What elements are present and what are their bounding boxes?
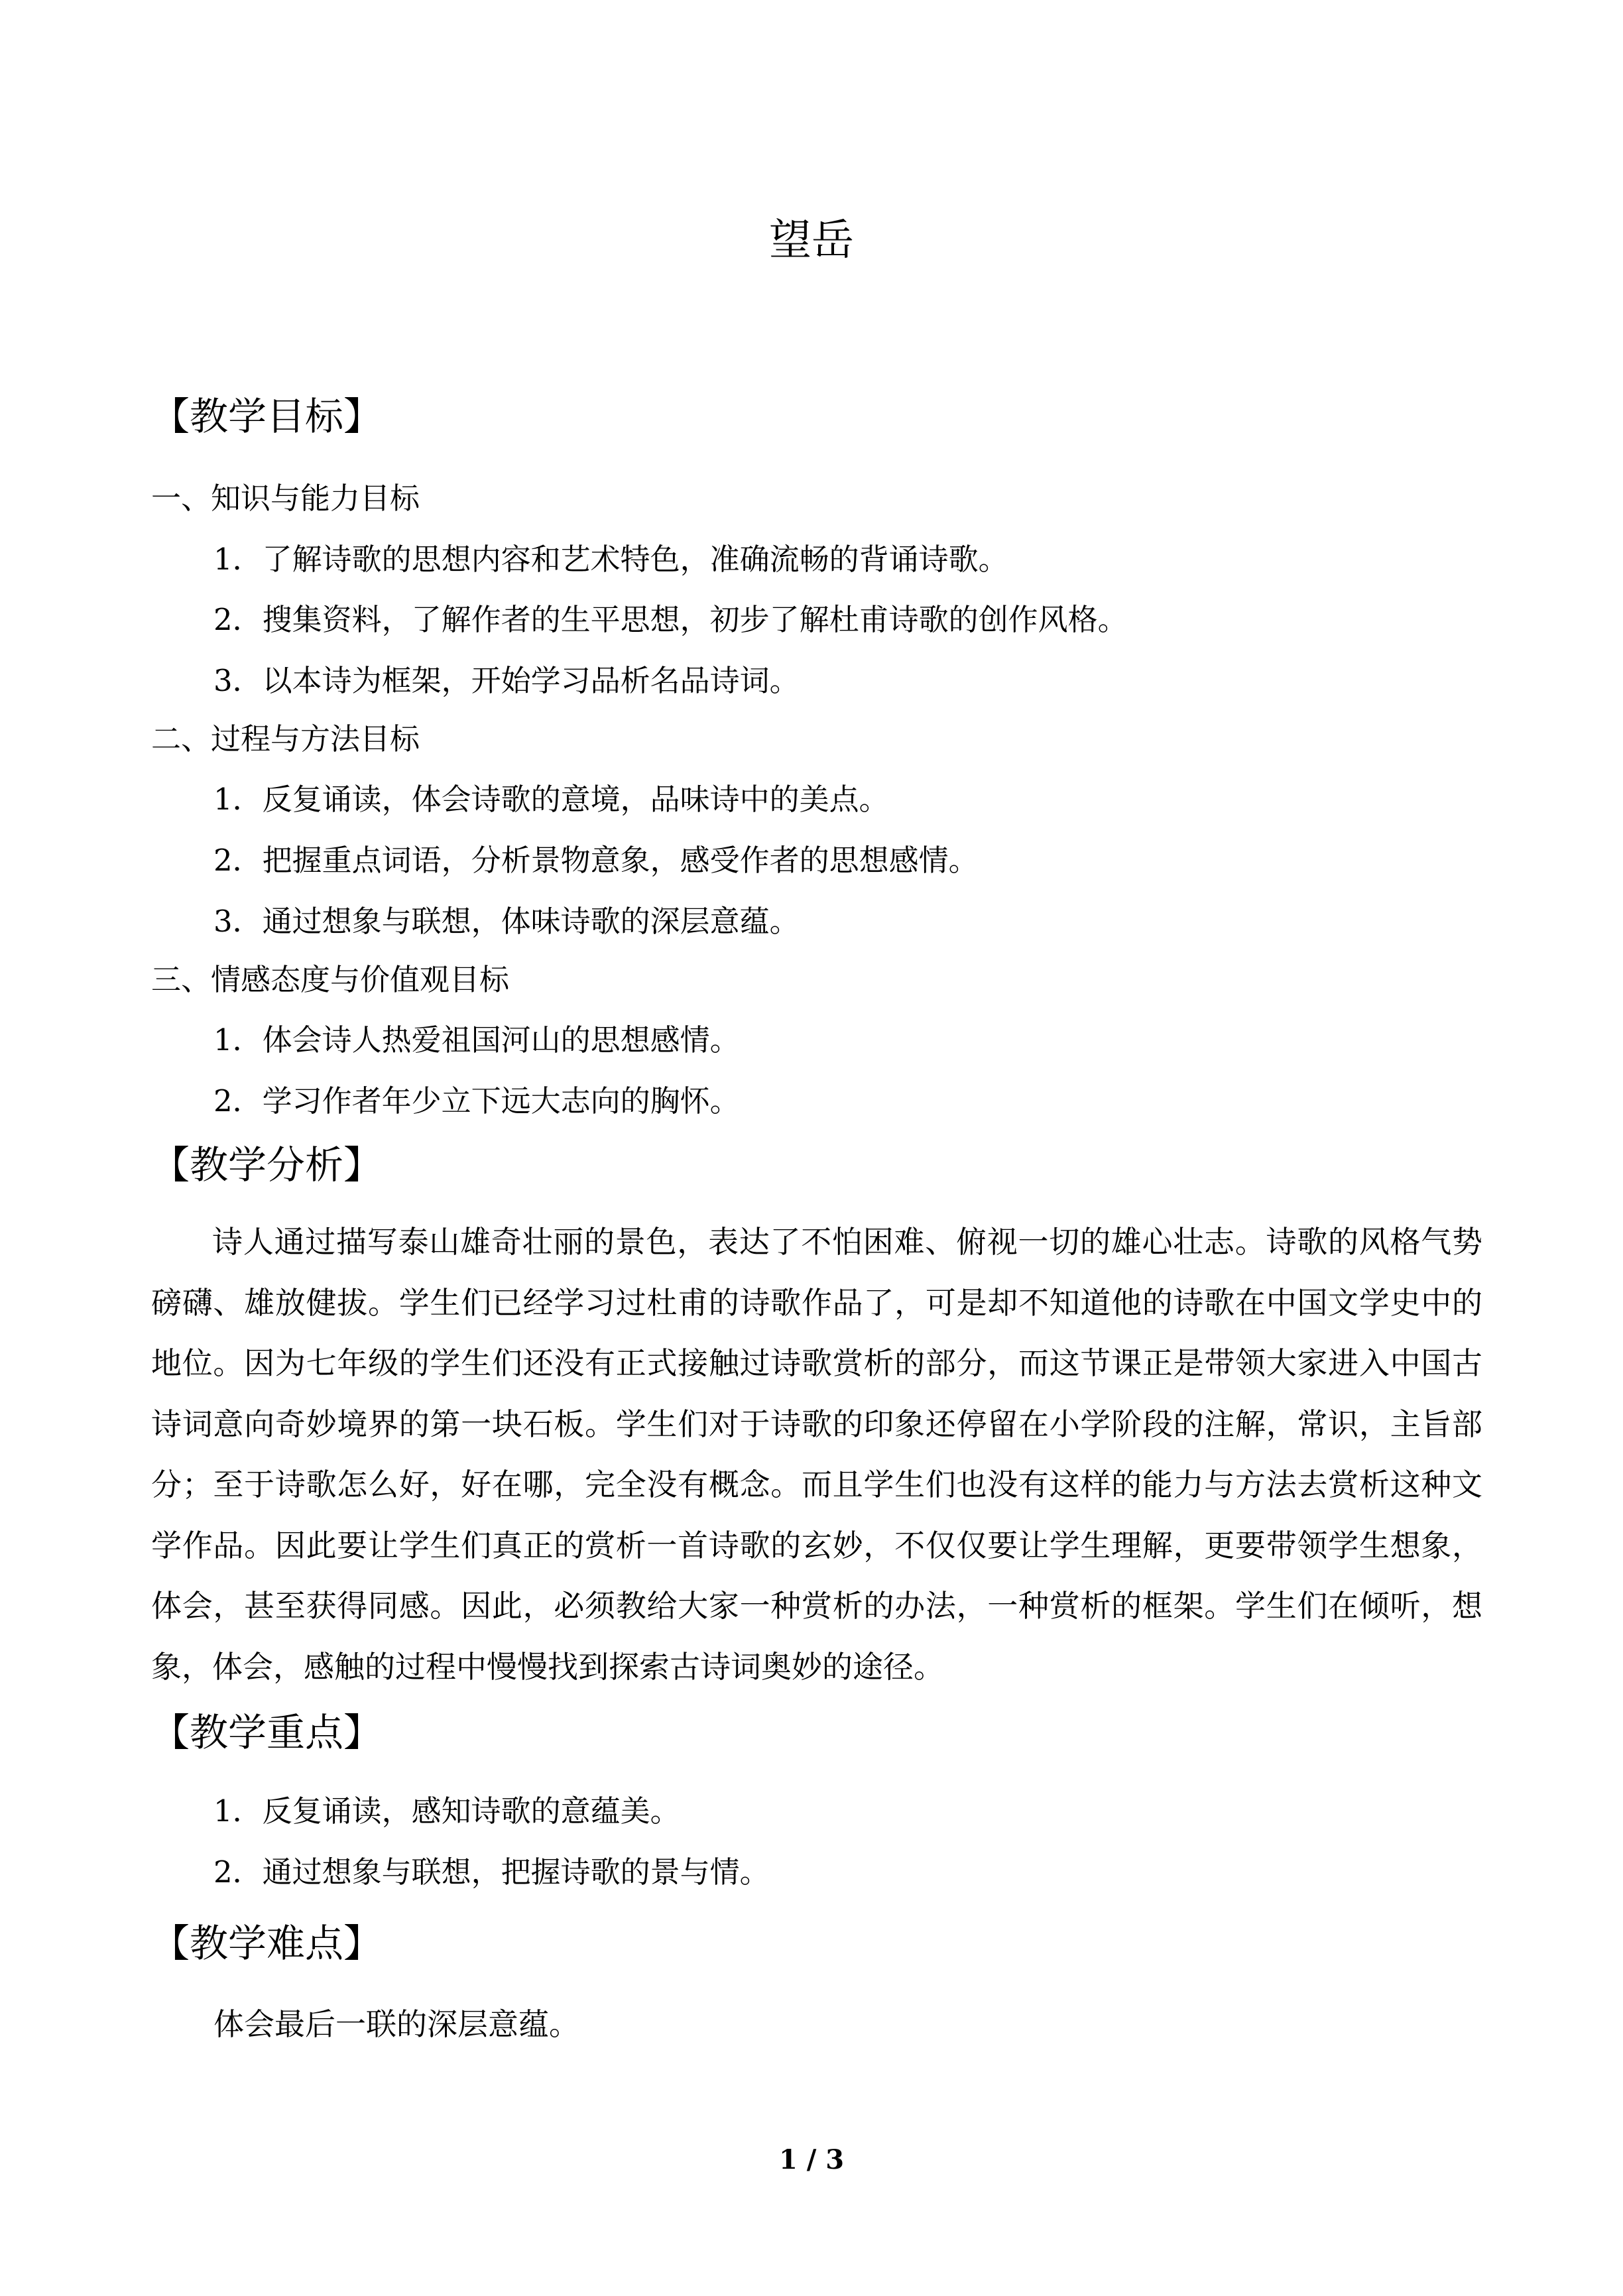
objective-item: 3．通过想象与联想，体味诗歌的深层意蕴。 [213,904,800,939]
objectives-heading: 【教学目标】 [151,394,383,439]
page-number: 1 / 3 [778,2144,845,2175]
objective-item: 2．学习作者年少立下远大志向的胸怀。 [213,1083,740,1118]
key-point-item: 2．通过想象与联想，把握诗歌的景与情。 [213,1854,770,1890]
objective-item: 1．体会诗人热爱祖国河山的思想感情。 [213,1022,740,1057]
objective-item: 3．以本诗为框架，开始学习品析名品诗词。 [213,663,800,698]
difficulties-heading: 【教学难点】 [151,1921,383,1966]
objective-item: 2．把握重点词语，分析景物意象，感受作者的思想感情。 [213,843,979,878]
key-point-item: 1．反复诵读，感知诗歌的意蕴美。 [213,1793,680,1829]
objective-item: 1．了解诗歌的思想内容和艺术特色，准确流畅的背诵诗歌。 [213,542,1008,577]
key-points-heading: 【教学重点】 [151,1710,383,1755]
objective-group-heading: 二、过程与方法目标 [151,721,420,756]
difficulty-text: 体会最后一联的深层意蕴。 [213,2006,579,2042]
analysis-heading: 【教学分析】 [151,1142,383,1187]
document-title: 望岳 [769,216,854,265]
analysis-paragraph: 诗人通过描写泰山雄奇壮丽的景色，表达了不怕困难、俯视一切的雄心壮志。诗歌的风格气势磅礴、雄放健拔。学生们已经学习过杜甫的诗歌作品了，可是却不知道他的诗歌在中国文学史中的地位。因为七年级的学生们还没有正式接触过诗歌赏析的部分，而这节课正是带领大家进入中国古诗词意向奇妙境界的第一块石板。学生们对于诗歌的印象还停留在小学阶段的注解，常识，主旨部分；至于诗歌怎么好，好在哪，完全没有概念。而且学生们也没有这样的能力与方法去赏析这种文学作品。因此要让学生们真正的赏析一首诗歌的玄妙，不仅仅要让学生理解，更要带领学生想象，体会，甚至获得同感。因此，必须教给大家一种赏析的办法，一种赏析的框架。学生们在倾听，想象，体会，感触的过程中慢慢找到探索古诗词奥妙的途径。 [151,1224,1482,1685]
objective-group-heading: 一、知识与能力目标 [151,481,420,516]
objective-item: 2．搜集资料，了解作者的生平思想，初步了解杜甫诗歌的创作风格。 [213,602,1128,637]
objective-item: 1．反复诵读，体会诗歌的意境，品味诗中的美点。 [213,782,889,817]
objective-group-heading: 三、情感态度与价值观目标 [151,962,510,997]
